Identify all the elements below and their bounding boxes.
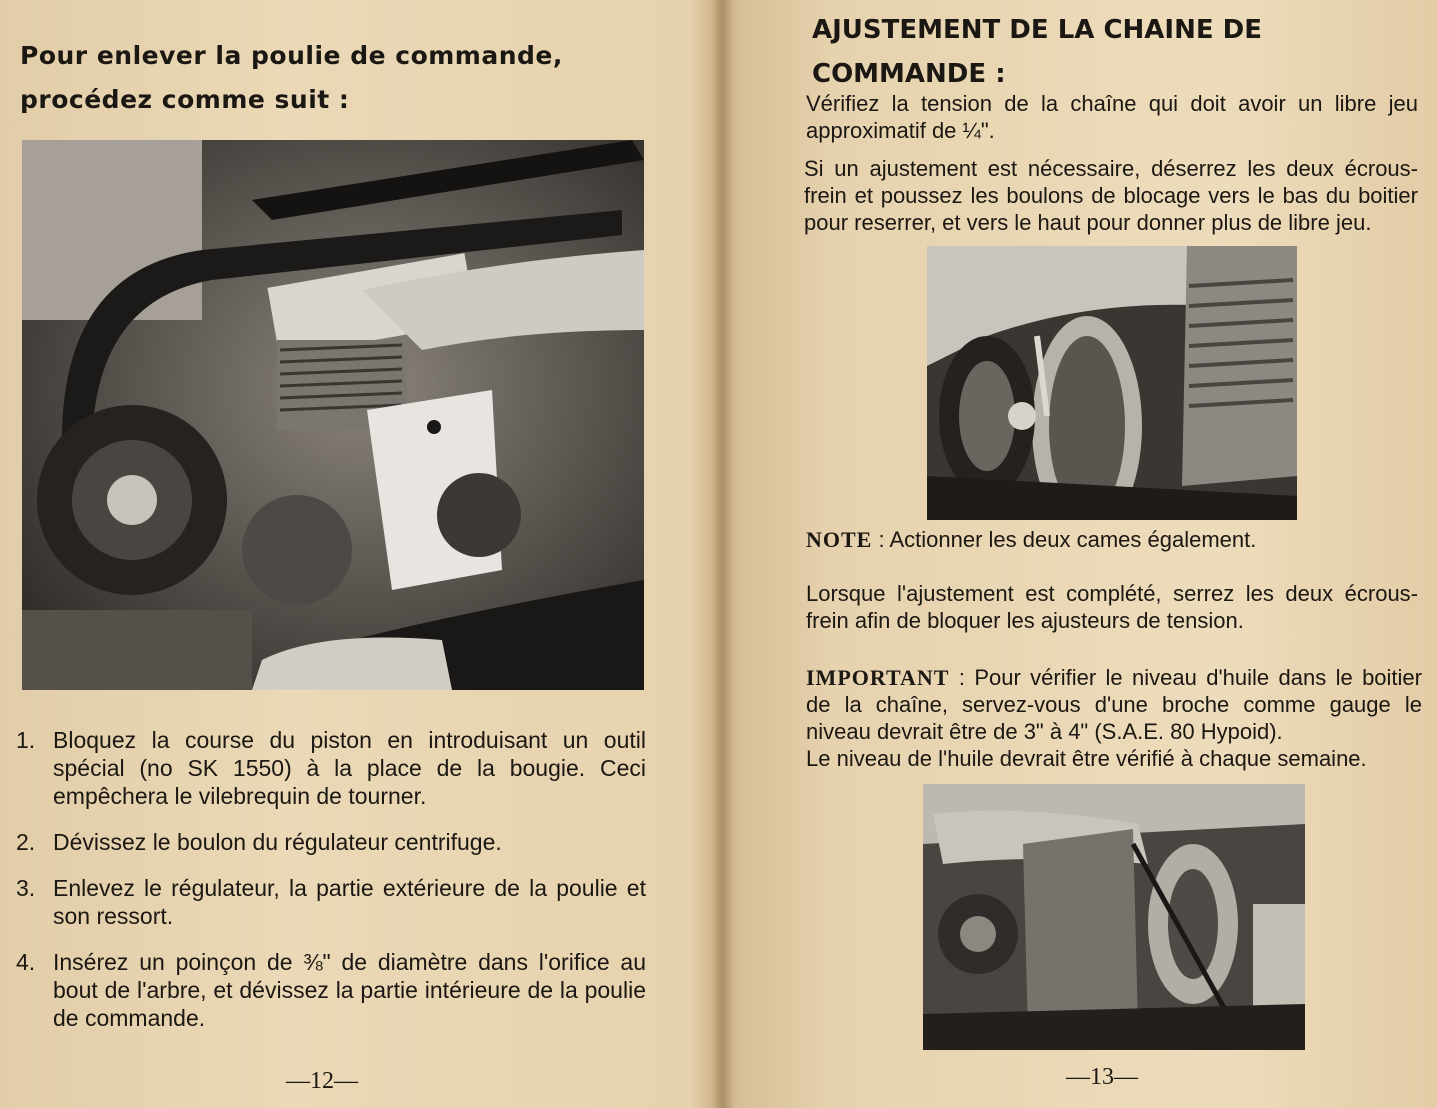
completion-paragraph: Lorsque l'ajustement est complété, serrez les deux écrous-frein afin de bloquer les ajusteurs de tension. — [806, 581, 1418, 633]
left-page-number: —12— — [286, 1068, 358, 1094]
left-page-heading: Pour enlever la poulie de commande, procédez comme suit : — [20, 41, 563, 114]
step-item — [16, 726, 646, 810]
step-number: 3. — [16, 875, 36, 901]
step-number: 1. — [16, 727, 36, 753]
engine-pulley-photo — [22, 140, 644, 690]
right-page — [734, 0, 1437, 1108]
note-text: : Actionner les deux cames également. — [872, 527, 1257, 552]
step-item — [16, 874, 646, 930]
important-paragraph — [806, 664, 1422, 772]
important-label: IMPORTANT — [806, 665, 950, 690]
right-page-number: —13— — [1066, 1064, 1138, 1090]
step-item — [16, 828, 646, 856]
step-number: 2. — [16, 829, 36, 855]
weekly-check-text: Le niveau de l'huile devrait être vérifié à chaque semaine. — [806, 746, 1367, 771]
adjustment-paragraph: Si un ajustement est nécessaire, déserrez les deux écrous-frein et poussez les boulons de blocage vers le bas du boitier pour reserrer, et vers le haut pour donner plus de libre jeu. — [804, 156, 1418, 235]
left-page — [0, 0, 712, 1108]
book-gutter — [712, 0, 734, 1108]
oil-level-photo — [923, 784, 1305, 1050]
note-label: NOTE — [806, 527, 873, 552]
procedure-steps — [16, 726, 646, 1050]
intro-paragraph: Vérifiez la tension de la chaîne qui doit avoir un libre jeu approximatif de ¼". — [806, 91, 1418, 143]
step-number: 4. — [16, 949, 36, 975]
step-text: Dévissez le boulon du régulateur centrifuge. — [53, 829, 502, 855]
right-page-heading: AJUSTEMENT DE LA CHAINE DE COMMANDE : — [812, 15, 1262, 89]
step-text: Enlevez le régulateur, la partie extérieure de la poulie et son ressort. — [53, 875, 646, 929]
step-text: Bloquez la course du piston en introduisant un outil spécial (no SK 1550) à la place de la bougie. Ceci empêchera le vilebrequin de tourner. — [53, 727, 646, 809]
step-item — [16, 948, 646, 1032]
important-text: : Pour vérifier le niveau d'huile dans le boitier de la chaîne, servez-vous d'une broche comme gauge le niveau devrait être de 3" à 4" (S.A.E. 80 Hypoid). — [806, 665, 1422, 744]
step-text: Insérez un poinçon de ⅜" de diamètre dans l'orifice au bout de l'arbre, et dévissez la partie intérieure de la poulie de commande. — [53, 949, 646, 1031]
chain-adjuster-photo — [927, 246, 1297, 520]
note-paragraph — [806, 526, 1418, 553]
